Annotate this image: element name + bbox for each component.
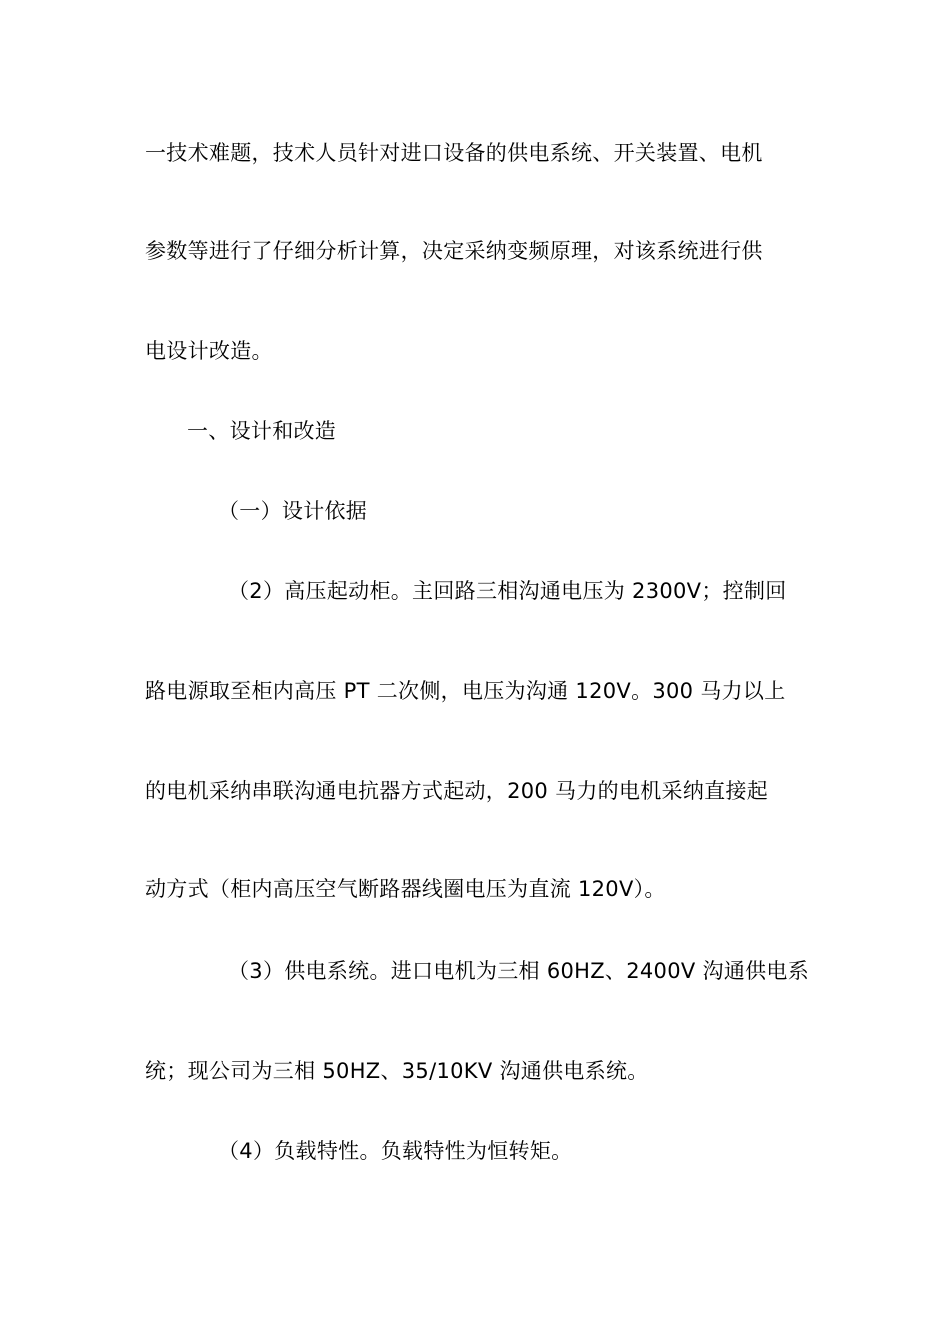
- paragraph-line: 路电源取至柜内高压 PT 二次侧，电压为沟通 120V。300 马力以上: [145, 679, 786, 703]
- paragraph-line: 动方式（柜内高压空气断路器线圈电压为直流 120V）。: [145, 877, 666, 901]
- section-heading: 一、设计和改造: [187, 419, 337, 443]
- paragraph-line: （4）负载特性。负载特性为恒转矩。: [218, 1139, 573, 1163]
- paragraph-line: 的电机采纳串联沟通电抗器方式起动，200 马力的电机采纳直接起: [145, 779, 769, 803]
- paragraph-line: （3）供电系统。进口电机为三相 60HZ、2400V 沟通供电系: [228, 959, 810, 983]
- paragraph-line: （2）高压起动柜。主回路三相沟通电压为 2300V；控制回: [228, 579, 787, 603]
- paragraph-line: 参数等进行了仔细分析计算，决定采纳变频原理，对该系统进行供: [145, 239, 763, 263]
- paragraph-line: 电设计改造。: [145, 339, 273, 363]
- paragraph-line: 统；现公司为三相 50HZ、35/10KV 沟通供电系统。: [145, 1059, 649, 1083]
- paragraph-line: 一技术难题，技术人员针对进口设备的供电系统、开关装置、电机: [145, 141, 763, 165]
- subsection-heading: （一）设计依据: [218, 499, 368, 523]
